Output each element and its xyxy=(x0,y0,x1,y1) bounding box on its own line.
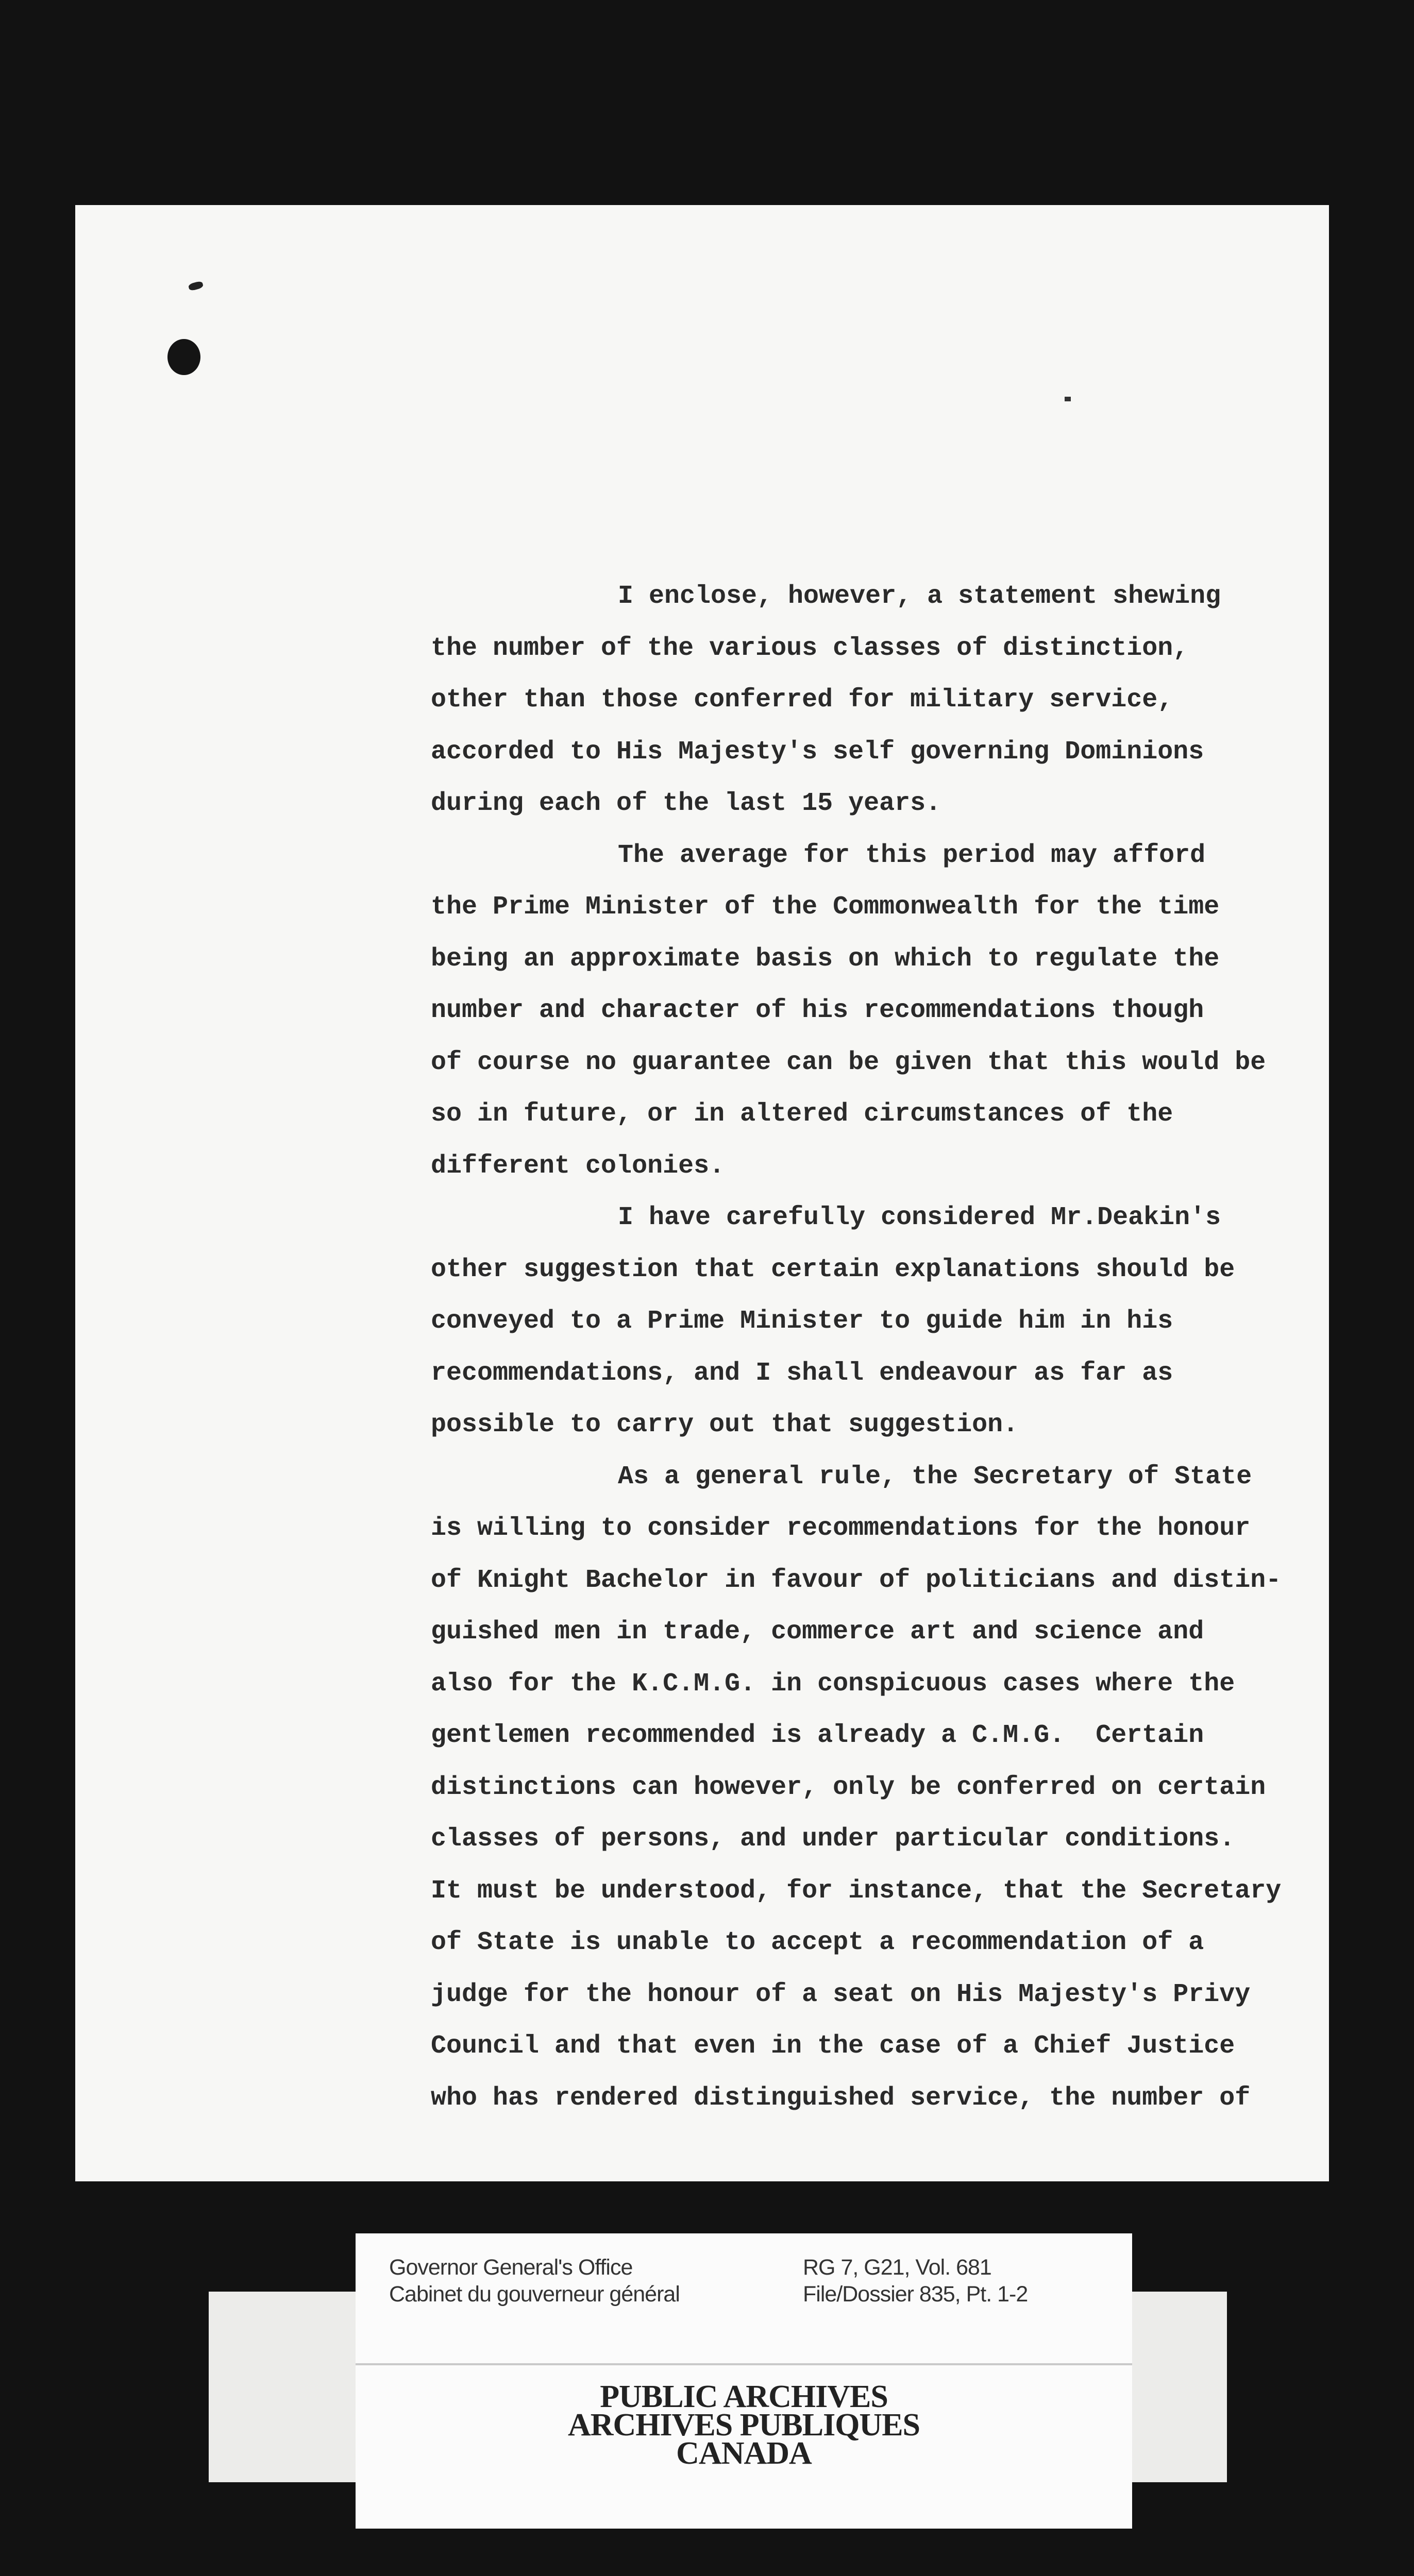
text-line: possible to carry out that suggestion. xyxy=(431,1410,1019,1439)
punch-hole xyxy=(167,339,200,375)
archives-stamp xyxy=(356,2379,1132,2471)
text-line: I have carefully considered Mr.Deakin's xyxy=(618,1203,1221,1232)
stamp-line: PUBLIC ARCHIVES xyxy=(600,2379,888,2414)
text-line: accorded to His Majesty's self governing Dominions xyxy=(431,737,1204,767)
text-line: during each of the last 15 years. xyxy=(431,789,941,818)
text-line: so in future, or in altered circumstances of the xyxy=(431,1099,1173,1129)
text-line: judge for the honour of a seat on His Majesty's Privy xyxy=(431,1979,1251,2009)
text-line: classes of persons, and under particular conditions. xyxy=(431,1824,1235,1854)
office-en: Governor General's Office xyxy=(389,2255,633,2280)
stamp-line: ARCHIVES PUBLIQUES xyxy=(567,2408,920,2443)
text-line: who has rendered distinguished service, the number of xyxy=(431,2083,1251,2113)
text-line: also for the K.C.M.G. in conspicuous cases where the xyxy=(431,1669,1235,1699)
office-name xyxy=(389,2254,680,2308)
text-line: As a general rule, the Secretary of State xyxy=(618,1462,1252,1492)
text-line: conveyed to a Prime Minister to guide him in his xyxy=(431,1307,1173,1336)
text-line: It must be understood, for instance, that the Secretary xyxy=(431,1876,1282,1906)
text-line: the Prime Minister of the Commonwealth for the time xyxy=(431,892,1220,922)
text-line: being an approximate basis on which to regulate the xyxy=(431,944,1220,974)
text-line: other than those conferred for military service, xyxy=(431,685,1173,715)
divider xyxy=(356,2363,1132,2365)
text-line: of course no guarantee can be given that this would be xyxy=(431,1047,1266,1077)
reference xyxy=(803,2254,1028,2308)
text-line: Council and that even in the case of a Chief Justice xyxy=(431,2031,1235,2061)
text-line: is willing to consider recommendations for the honour xyxy=(431,1514,1251,1543)
file-number: File/Dossier 835, Pt. 1-2 xyxy=(803,2282,1028,2307)
stamp-line: CANADA xyxy=(676,2436,812,2471)
archive-label xyxy=(356,2233,1132,2529)
text-line: of Knight Bachelor in favour of politicians and distin- xyxy=(431,1565,1282,1595)
text-line: other suggestion that certain explanations should be xyxy=(431,1255,1235,1284)
text-line: the number of the various classes of distinction, xyxy=(431,633,1189,663)
text-line: gentlemen recommended is already a C.M.G. Certain xyxy=(431,1721,1204,1750)
text-line: distinctions can however, only be conferred on certain xyxy=(431,1772,1266,1802)
letter-body xyxy=(431,571,1307,2124)
reference-number: RG 7, G21, Vol. 681 xyxy=(803,2255,991,2280)
office-fr: Cabinet du gouverneur général xyxy=(389,2282,680,2307)
text-line: guished men in trade, commerce art and science and xyxy=(431,1617,1204,1647)
text-line: different colonies. xyxy=(431,1151,725,1181)
text-line: of State is unable to accept a recommendation of a xyxy=(431,1928,1204,1957)
text-line: number and character of his recommendations though xyxy=(431,996,1204,1025)
text-line: I enclose, however, a statement shewing xyxy=(618,582,1221,611)
text-line: recommendations, and I shall endeavour as far as xyxy=(431,1358,1173,1388)
text-line: The average for this period may afford xyxy=(618,840,1206,870)
ink-dot xyxy=(1065,397,1071,401)
